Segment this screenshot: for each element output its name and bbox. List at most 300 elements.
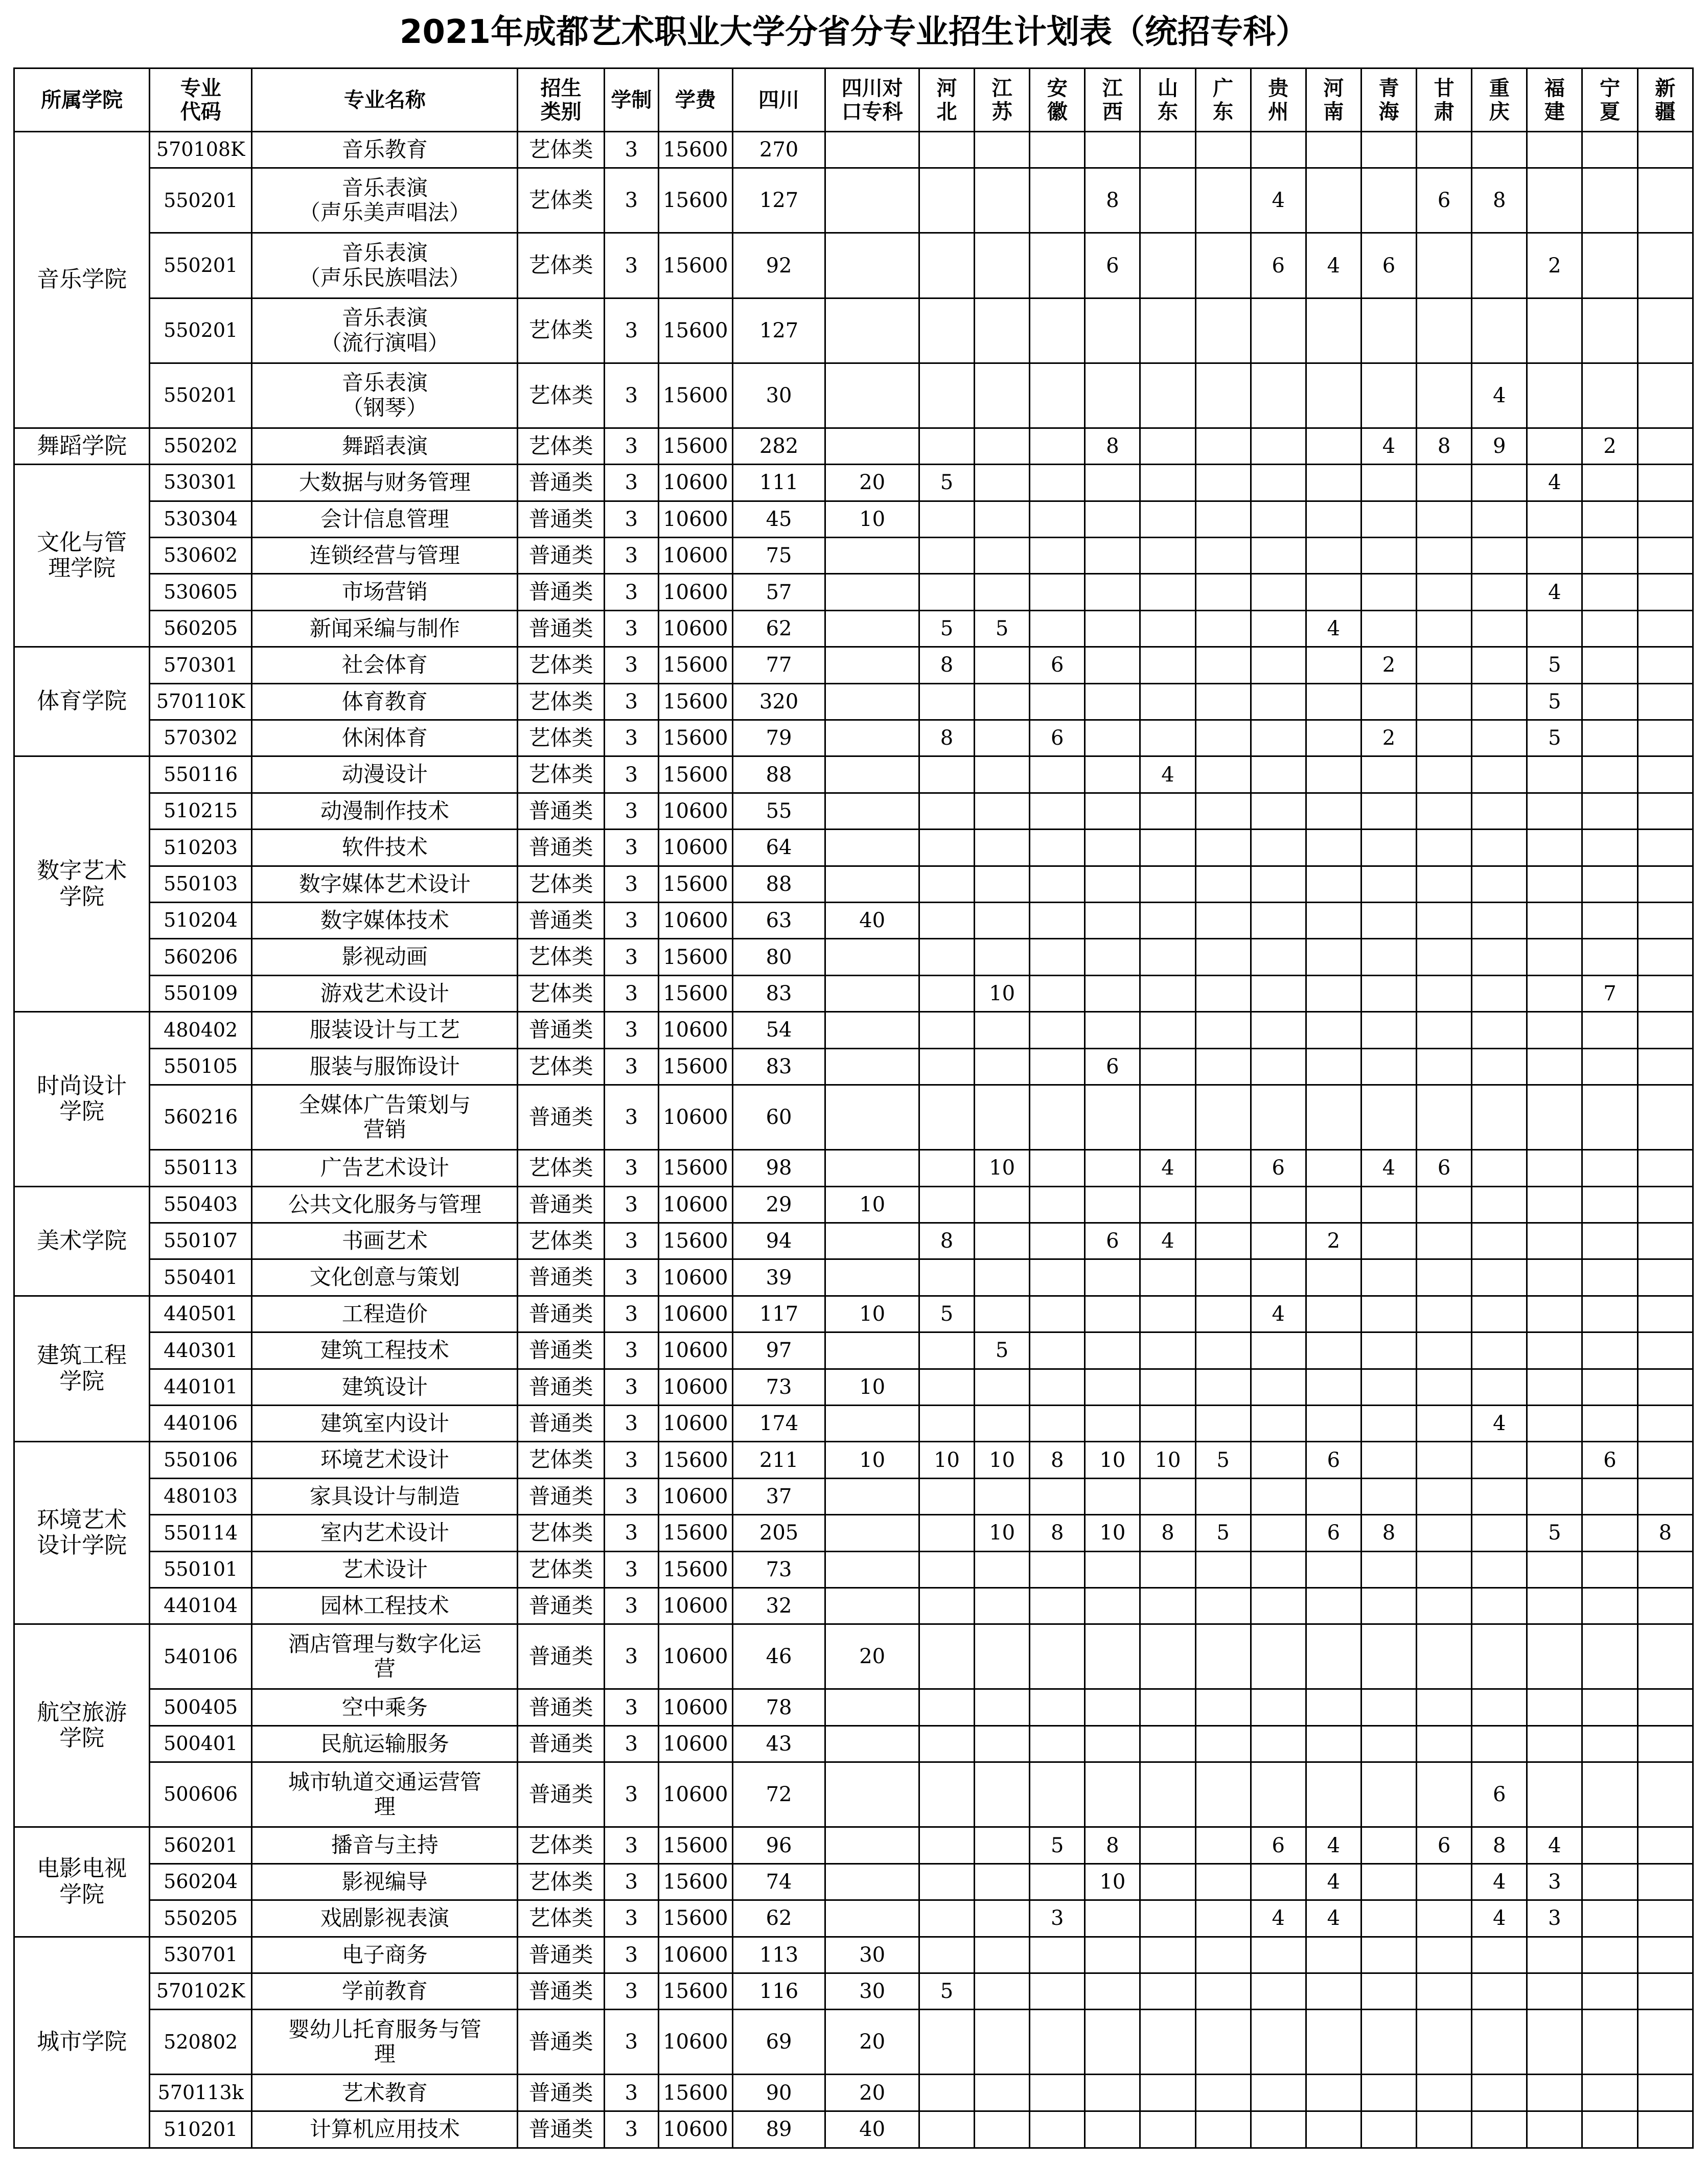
fujian-cell <box>1527 903 1582 939</box>
anhui-cell <box>1030 975 1085 1011</box>
guangdong-cell <box>1195 1478 1251 1514</box>
jiangsu-cell <box>975 720 1030 756</box>
fujian-cell <box>1527 830 1582 866</box>
header-jiangxi <box>1085 68 1140 132</box>
years-cell: 3 <box>604 1048 658 1085</box>
category-cell: 艺体类 <box>518 168 604 233</box>
jiangxi-cell <box>1085 610 1140 647</box>
code-cell: 530301 <box>150 465 252 501</box>
ningxia-cell <box>1582 1478 1637 1514</box>
major-cell <box>252 647 518 683</box>
qinghai-cell <box>1361 1864 1416 1900</box>
code-cell: 540106 <box>150 1624 252 1689</box>
chongqing-cell <box>1472 975 1527 1011</box>
hebei-cell <box>919 1588 974 1624</box>
category-cell: 艺体类 <box>518 1442 604 1478</box>
jiangsu-cell <box>975 501 1030 537</box>
major-cell <box>252 1973 518 2009</box>
text-line: 学院 <box>59 1368 105 1395</box>
ningxia-cell <box>1582 610 1637 647</box>
qinghai-cell: 6 <box>1361 233 1416 298</box>
guizhou-cell <box>1251 1405 1306 1441</box>
category-cell: 艺体类 <box>518 756 604 793</box>
jiangsu-cell <box>975 1689 1030 1726</box>
sichuan-cell: 77 <box>732 647 825 683</box>
text-line: 动漫设计 <box>341 762 428 787</box>
sichuan_vocational-cell <box>825 574 919 610</box>
text-line: 艺术设计 <box>341 1556 428 1582</box>
gansu-cell <box>1417 1762 1472 1827</box>
jiangsu-cell <box>975 132 1030 168</box>
ningxia-cell <box>1582 233 1637 298</box>
fujian-cell: 4 <box>1527 465 1582 501</box>
header-henan <box>1306 68 1361 132</box>
sichuan_vocational-cell <box>825 1085 919 1150</box>
fujian-cell <box>1527 537 1582 573</box>
ningxia-cell <box>1582 363 1637 428</box>
sichuan-cell: 88 <box>732 756 825 793</box>
anhui-cell <box>1030 1085 1085 1150</box>
major-cell <box>252 1588 518 1624</box>
sichuan-cell: 80 <box>732 939 825 975</box>
sichuan_vocational-cell: 30 <box>825 1937 919 1973</box>
xinjiang-cell <box>1637 939 1693 975</box>
ningxia-cell <box>1582 830 1637 866</box>
guangdong-cell <box>1195 830 1251 866</box>
major-cell <box>252 1515 518 1551</box>
shandong-cell <box>1140 1551 1195 1588</box>
anhui-cell: 8 <box>1030 1515 1085 1551</box>
category-cell: 艺体类 <box>518 363 604 428</box>
text-line: 舞蹈表演 <box>341 433 428 458</box>
table-row <box>14 1259 1693 1296</box>
years-cell: 3 <box>604 1624 658 1689</box>
table-row <box>14 610 1693 647</box>
sichuan_vocational-cell: 40 <box>825 2111 919 2148</box>
chongqing-cell <box>1472 1085 1527 1150</box>
code-cell: 550201 <box>150 168 252 233</box>
xinjiang-cell <box>1637 1689 1693 1726</box>
jiangxi-cell <box>1085 939 1140 975</box>
chongqing-cell: 8 <box>1472 1827 1527 1864</box>
anhui-cell <box>1030 1405 1085 1441</box>
category-cell: 艺体类 <box>518 132 604 168</box>
fujian-cell <box>1527 1332 1582 1369</box>
anhui-cell <box>1030 428 1085 464</box>
xinjiang-cell <box>1637 683 1693 720</box>
fujian-cell <box>1527 866 1582 902</box>
jiangsu-cell <box>975 647 1030 683</box>
code-cell: 500401 <box>150 1726 252 1762</box>
anhui-cell <box>1030 756 1085 793</box>
fee-cell: 15600 <box>658 939 732 975</box>
table-row <box>14 866 1693 902</box>
guizhou-cell: 4 <box>1251 168 1306 233</box>
category-cell: 艺体类 <box>518 1864 604 1900</box>
sichuan_vocational-cell <box>825 756 919 793</box>
hebei-cell <box>919 939 974 975</box>
shandong-cell <box>1140 1689 1195 1726</box>
text-line: 广 <box>1213 76 1234 100</box>
qinghai-cell <box>1361 903 1416 939</box>
guizhou-cell: 6 <box>1251 1827 1306 1864</box>
table-row <box>14 756 1693 793</box>
code-cell: 570108K <box>150 132 252 168</box>
ningxia-cell <box>1582 1085 1637 1150</box>
code-cell: 550109 <box>150 975 252 1011</box>
shandong-cell: 8 <box>1140 1515 1195 1551</box>
text-line: 专业 <box>180 76 221 100</box>
guangdong-cell <box>1195 298 1251 363</box>
hebei-cell <box>919 1937 974 1973</box>
ningxia-cell <box>1582 168 1637 233</box>
code-cell: 570301 <box>150 647 252 683</box>
gansu-cell <box>1417 363 1472 428</box>
years-cell: 3 <box>604 1827 658 1864</box>
henan-cell <box>1306 1726 1361 1762</box>
years-cell: 3 <box>604 720 658 756</box>
gansu-cell <box>1417 793 1472 829</box>
major-cell <box>252 939 518 975</box>
fujian-cell <box>1527 1223 1582 1259</box>
hebei-cell <box>919 1762 974 1827</box>
henan-cell <box>1306 1150 1361 1186</box>
fujian-cell: 5 <box>1527 720 1582 756</box>
hebei-cell <box>919 537 974 573</box>
sichuan_vocational-cell <box>825 1689 919 1726</box>
shandong-cell <box>1140 1332 1195 1369</box>
text-line: 动漫制作技术 <box>320 798 449 823</box>
jiangxi-cell: 6 <box>1085 233 1140 298</box>
qinghai-cell <box>1361 168 1416 233</box>
years-cell: 3 <box>604 428 658 464</box>
guangdong-cell <box>1195 1012 1251 1048</box>
sichuan_vocational-cell <box>825 939 919 975</box>
years-cell: 3 <box>604 501 658 537</box>
anhui-cell <box>1030 1864 1085 1900</box>
chongqing-cell <box>1472 793 1527 829</box>
fee-cell: 15600 <box>658 683 732 720</box>
code-cell: 560216 <box>150 1085 252 1150</box>
hebei-cell <box>919 1369 974 1405</box>
fee-cell: 15600 <box>658 756 732 793</box>
hebei-cell <box>919 866 974 902</box>
guangdong-cell <box>1195 1624 1251 1689</box>
fee-cell: 15600 <box>658 975 732 1011</box>
years-cell: 3 <box>604 465 658 501</box>
jiangsu-cell: 10 <box>975 1150 1030 1186</box>
xinjiang-cell <box>1637 1369 1693 1405</box>
gansu-cell <box>1417 501 1472 537</box>
college-cell <box>14 1624 150 1827</box>
henan-cell <box>1306 1937 1361 1973</box>
sichuan-cell: 72 <box>732 1762 825 1827</box>
hebei-cell <box>919 2010 974 2075</box>
text-line: 城市学院 <box>37 2029 127 2055</box>
hebei-cell <box>919 1259 974 1296</box>
jiangxi-cell <box>1085 132 1140 168</box>
table-row <box>14 1551 1693 1588</box>
fujian-cell <box>1527 1551 1582 1588</box>
text-line: 建筑设计 <box>341 1374 428 1399</box>
jiangsu-cell <box>975 1085 1030 1150</box>
text-line: 数字艺术 <box>37 858 127 884</box>
header-sichuan_vocational <box>825 68 919 132</box>
hebei-cell <box>919 1186 974 1223</box>
years-cell: 3 <box>604 1186 658 1223</box>
shandong-cell <box>1140 1726 1195 1762</box>
major-cell <box>252 1048 518 1085</box>
sichuan-cell: 73 <box>732 1369 825 1405</box>
years-cell: 3 <box>604 574 658 610</box>
jiangsu-cell: 5 <box>975 1332 1030 1369</box>
sichuan-cell: 60 <box>732 1085 825 1150</box>
jiangsu-cell <box>975 1827 1030 1864</box>
ningxia-cell <box>1582 1186 1637 1223</box>
category-cell: 艺体类 <box>518 1551 604 1588</box>
text-line: 口专科 <box>841 100 903 124</box>
jiangxi-cell <box>1085 866 1140 902</box>
years-cell: 3 <box>604 647 658 683</box>
chongqing-cell <box>1472 1588 1527 1624</box>
code-cell: 550116 <box>150 756 252 793</box>
xinjiang-cell <box>1637 132 1693 168</box>
gansu-cell <box>1417 683 1472 720</box>
gansu-cell <box>1417 1223 1472 1259</box>
guizhou-cell <box>1251 363 1306 428</box>
text-line: 酒店管理与数字化运 <box>288 1631 481 1657</box>
gansu-cell <box>1417 574 1472 610</box>
henan-cell <box>1306 939 1361 975</box>
text-line: 江 <box>1102 76 1123 100</box>
major-cell <box>252 1405 518 1441</box>
jiangxi-cell <box>1085 1624 1140 1689</box>
text-line: 美术学院 <box>37 1227 127 1254</box>
sichuan-cell: 127 <box>732 298 825 363</box>
header-code <box>150 68 252 132</box>
category-cell: 普通类 <box>518 1689 604 1726</box>
category-cell: 艺体类 <box>518 1827 604 1864</box>
henan-cell <box>1306 428 1361 464</box>
sichuan-cell: 55 <box>732 793 825 829</box>
guangdong-cell <box>1195 1048 1251 1085</box>
table-row <box>14 1827 1693 1864</box>
guangdong-cell <box>1195 647 1251 683</box>
text-line: 理学院 <box>48 555 116 582</box>
guizhou-cell <box>1251 2075 1306 2111</box>
category-cell: 艺体类 <box>518 298 604 363</box>
shandong-cell <box>1140 1296 1195 1332</box>
qinghai-cell <box>1361 1973 1416 2009</box>
fee-cell: 10600 <box>658 793 732 829</box>
text-line: 艺术教育 <box>341 2080 428 2105</box>
chongqing-cell <box>1472 298 1527 363</box>
fujian-cell <box>1527 1012 1582 1048</box>
chongqing-cell <box>1472 2075 1527 2111</box>
sichuan_vocational-cell: 10 <box>825 1369 919 1405</box>
jiangxi-cell <box>1085 720 1140 756</box>
hebei-cell <box>919 2075 974 2111</box>
fujian-cell <box>1527 428 1582 464</box>
text-line: 建 <box>1544 100 1565 124</box>
sichuan_vocational-cell <box>825 1405 919 1441</box>
xinjiang-cell <box>1637 1442 1693 1478</box>
table-row <box>14 1864 1693 1900</box>
jiangxi-cell <box>1085 1296 1140 1332</box>
qinghai-cell: 4 <box>1361 1150 1416 1186</box>
years-cell: 3 <box>604 233 658 298</box>
college-cell <box>14 756 150 1012</box>
years-cell: 3 <box>604 1689 658 1726</box>
fee-cell: 10600 <box>658 1937 732 1973</box>
chongqing-cell <box>1472 574 1527 610</box>
text-line: 音乐表演 <box>341 370 428 396</box>
code-cell: 530701 <box>150 1937 252 1973</box>
text-line: 影视编导 <box>341 1869 428 1894</box>
ningxia-cell <box>1582 1624 1637 1689</box>
ningxia-cell: 2 <box>1582 428 1637 464</box>
years-cell: 3 <box>604 866 658 902</box>
major-cell <box>252 298 518 363</box>
shandong-cell <box>1140 1012 1195 1048</box>
guizhou-cell <box>1251 1442 1306 1478</box>
major-cell <box>252 1762 518 1827</box>
table-row <box>14 537 1693 573</box>
table-row <box>14 2111 1693 2148</box>
hebei-cell <box>919 2111 974 2148</box>
fujian-cell <box>1527 298 1582 363</box>
years-cell: 3 <box>604 1085 658 1150</box>
jiangxi-cell <box>1085 1478 1140 1514</box>
anhui-cell <box>1030 1223 1085 1259</box>
code-cell: 480402 <box>150 1012 252 1048</box>
shandong-cell <box>1140 363 1195 428</box>
category-cell: 普通类 <box>518 1296 604 1332</box>
guangdong-cell <box>1195 1259 1251 1296</box>
chongqing-cell <box>1472 1937 1527 1973</box>
years-cell: 3 <box>604 537 658 573</box>
fee-cell: 10600 <box>658 537 732 573</box>
anhui-cell <box>1030 1150 1085 1186</box>
chongqing-cell: 4 <box>1472 1900 1527 1937</box>
fujian-cell <box>1527 1369 1582 1405</box>
fee-cell: 15600 <box>658 1223 732 1259</box>
shandong-cell <box>1140 428 1195 464</box>
jiangxi-cell: 10 <box>1085 1864 1140 1900</box>
years-cell: 3 <box>604 2111 658 2148</box>
qinghai-cell <box>1361 537 1416 573</box>
code-cell: 570102K <box>150 1973 252 2009</box>
fujian-cell <box>1527 1726 1582 1762</box>
hebei-cell <box>919 233 974 298</box>
gansu-cell <box>1417 1296 1472 1332</box>
text-line: 服装设计与工艺 <box>309 1017 460 1043</box>
xinjiang-cell <box>1637 1762 1693 1827</box>
gansu-cell <box>1417 233 1472 298</box>
fee-cell: 15600 <box>658 428 732 464</box>
table-row <box>14 647 1693 683</box>
guizhou-cell <box>1251 647 1306 683</box>
sichuan_vocational-cell <box>825 1478 919 1514</box>
text-line: 徽 <box>1047 100 1068 124</box>
code-cell: 560206 <box>150 939 252 975</box>
fee-cell: 10600 <box>658 1478 732 1514</box>
guizhou-cell: 4 <box>1251 1900 1306 1937</box>
gansu-cell <box>1417 1259 1472 1296</box>
category-cell: 普通类 <box>518 1588 604 1624</box>
hebei-cell: 5 <box>919 610 974 647</box>
category-cell: 普通类 <box>518 501 604 537</box>
guangdong-cell <box>1195 168 1251 233</box>
jiangxi-cell: 8 <box>1085 428 1140 464</box>
gansu-cell <box>1417 1551 1472 1588</box>
text-line: 西 <box>1102 100 1123 124</box>
jiangsu-cell <box>975 939 1030 975</box>
xinjiang-cell <box>1637 1726 1693 1762</box>
qinghai-cell <box>1361 574 1416 610</box>
henan-cell <box>1306 501 1361 537</box>
hebei-cell <box>919 1864 974 1900</box>
hebei-cell <box>919 1827 974 1864</box>
text-line: 营销 <box>363 1117 406 1142</box>
ningxia-cell <box>1582 1369 1637 1405</box>
chongqing-cell <box>1472 233 1527 298</box>
years-cell: 3 <box>604 683 658 720</box>
header-college <box>14 68 150 132</box>
anhui-cell <box>1030 1478 1085 1514</box>
code-cell: 550201 <box>150 298 252 363</box>
jiangsu-cell <box>975 756 1030 793</box>
sichuan-cell: 320 <box>732 683 825 720</box>
chongqing-cell <box>1472 1442 1527 1478</box>
jiangxi-cell <box>1085 298 1140 363</box>
table-row <box>14 1726 1693 1762</box>
chongqing-cell <box>1472 2111 1527 2148</box>
jiangsu-cell <box>975 168 1030 233</box>
category-cell: 普通类 <box>518 1762 604 1827</box>
anhui-cell <box>1030 1762 1085 1827</box>
hebei-cell <box>919 793 974 829</box>
category-cell: 艺体类 <box>518 683 604 720</box>
sichuan-cell: 43 <box>732 1726 825 1762</box>
sichuan-cell: 97 <box>732 1332 825 1369</box>
text-line: 江 <box>991 76 1012 100</box>
fee-cell: 10600 <box>658 1332 732 1369</box>
xinjiang-cell <box>1637 2010 1693 2075</box>
gansu-cell <box>1417 465 1472 501</box>
jiangsu-cell <box>975 1762 1030 1827</box>
henan-cell <box>1306 1588 1361 1624</box>
text-line: 贵 <box>1268 76 1289 100</box>
major-cell <box>252 683 518 720</box>
major-cell <box>252 1259 518 1296</box>
table-row <box>14 1012 1693 1048</box>
sichuan-cell: 46 <box>732 1624 825 1689</box>
xinjiang-cell <box>1637 610 1693 647</box>
chongqing-cell <box>1472 1973 1527 2009</box>
ningxia-cell <box>1582 1864 1637 1900</box>
text-line: 建筑工程 <box>37 1342 127 1369</box>
text-line: 福 <box>1544 76 1565 100</box>
guangdong-cell <box>1195 1186 1251 1223</box>
henan-cell <box>1306 1332 1361 1369</box>
anhui-cell <box>1030 866 1085 902</box>
major-cell <box>252 2111 518 2148</box>
category-cell: 普通类 <box>518 1973 604 2009</box>
hebei-cell: 10 <box>919 1442 974 1478</box>
major-cell <box>252 866 518 902</box>
sichuan_vocational-cell <box>825 428 919 464</box>
